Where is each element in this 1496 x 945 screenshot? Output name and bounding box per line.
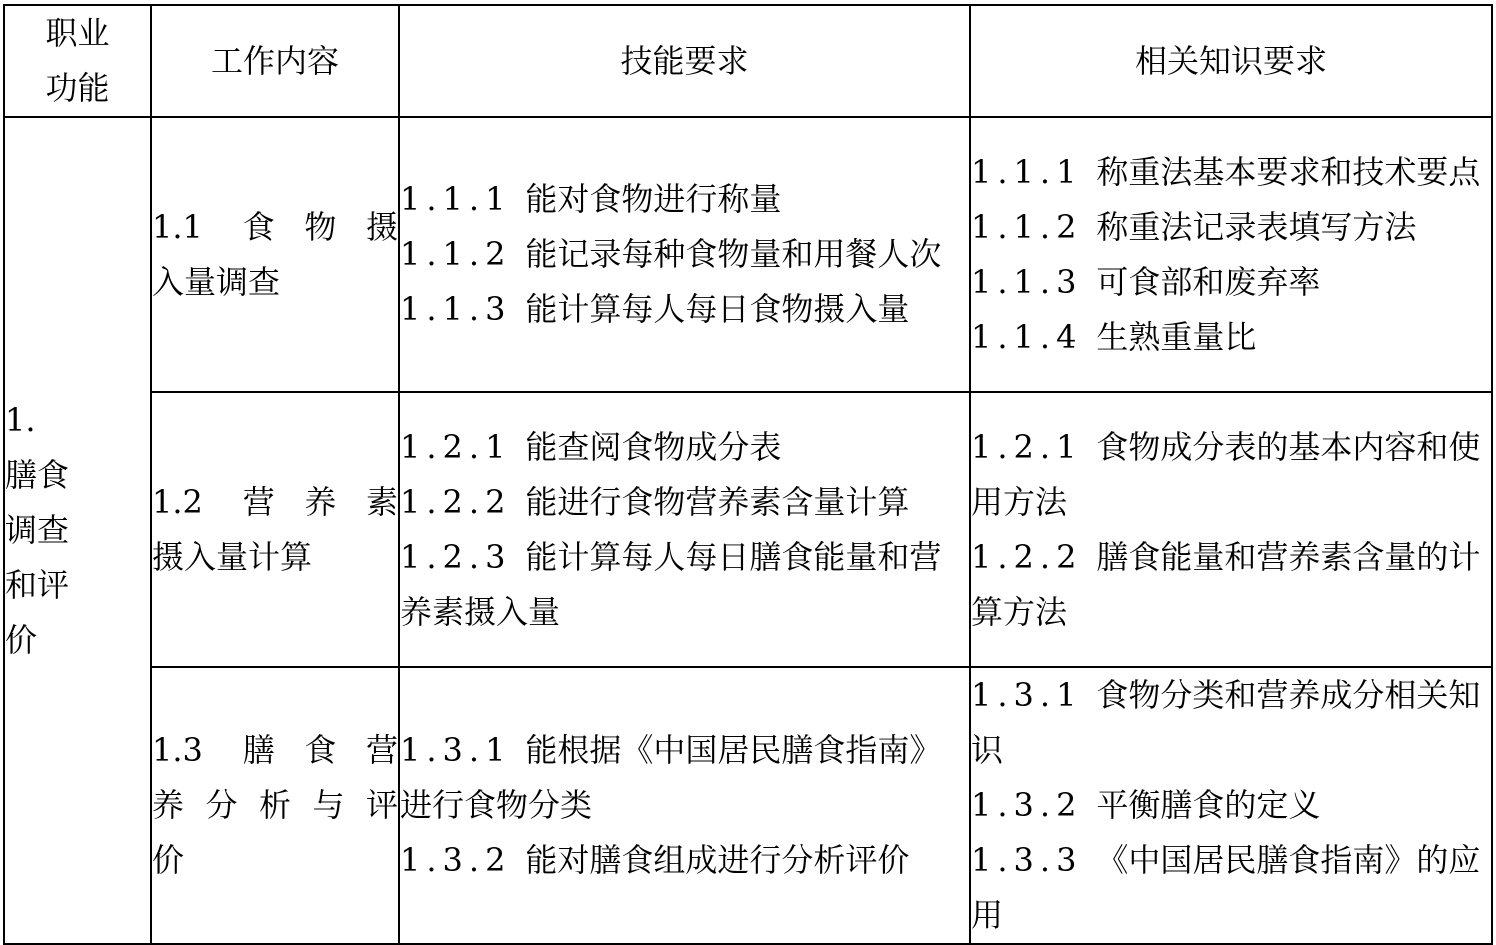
function-line: 和评 [5,566,70,604]
skill-item [400,227,969,282]
work-line: 价 [152,841,185,879]
knowledge-text: 称重法记录表填写方法 [1096,207,1417,246]
knowledge-item [971,200,1491,255]
header-function [4,5,151,117]
knowledge-number: 1.2.1 [971,427,1083,466]
table-row [4,667,1492,944]
skill-item [400,172,969,227]
knowledge-item [971,420,1491,530]
work-cell [151,117,399,392]
work-text: 食物摄 [242,207,398,246]
skill-item [400,723,969,833]
skill-text: 能进行食物营养素含量计算 [525,482,910,521]
work-line [152,723,398,778]
knowledge-item [971,310,1491,365]
knowledge-item [971,255,1491,310]
skill-text: 能计算每人每日膳食能量和营养素摄入量 [400,537,942,631]
knowledge-text: 可食部和废弃率 [1096,262,1321,301]
function-cell [4,117,151,944]
header-knowledge: 相关知识要求 [970,5,1492,117]
skill-number: 1.2.1 [400,427,512,466]
work-cell [151,392,399,667]
header-skill: 技能要求 [399,5,970,117]
function-line: 价 [5,621,38,659]
function-line: 膳食 [5,456,70,494]
skill-item [400,420,969,475]
knowledge-item [971,145,1491,200]
knowledge-item [971,668,1491,778]
skill-item [400,833,969,888]
knowledge-number: 1.1.1 [971,152,1083,191]
skill-number: 1.2.2 [400,482,512,521]
work-line: 养分析与评 [152,786,398,824]
knowledge-text: 食物分类和营养成分相关知识 [971,676,1481,769]
skill-text: 能查阅食物成分表 [525,427,782,466]
skill-number: 1.1.3 [400,290,512,328]
work-cell [151,667,399,944]
knowledge-text: 膳食能量和营养素含量的计算方法 [971,537,1481,631]
knowledge-number: 1.1.3 [971,262,1083,301]
header-row [4,5,1492,117]
work-line [152,475,398,530]
header-work: 工作内容 [151,5,399,117]
skill-cell [399,667,970,944]
knowledge-number: 1.3.1 [971,676,1083,714]
skill-number: 1.1.2 [400,235,512,273]
skill-standard-table [3,4,1493,945]
work-number: 1.2 [152,482,203,521]
skill-text: 能对膳食组成进行分析评价 [525,841,910,879]
table-row [4,392,1492,667]
knowledge-cell [970,392,1492,667]
knowledge-text: 《中国居民膳食指南》的应用 [971,841,1481,934]
table-row [4,117,1492,392]
knowledge-text: 称重法基本要求和技术要点 [1096,152,1481,191]
knowledge-item [971,530,1491,640]
skill-item [400,475,969,530]
knowledge-cell [970,117,1492,392]
skill-cell [399,392,970,667]
skill-number: 1.2.3 [400,537,512,576]
knowledge-number: 1.3.2 [971,786,1083,824]
knowledge-item [971,778,1491,833]
skill-number: 1.3.1 [400,731,512,769]
skill-number: 1.3.2 [400,841,512,879]
knowledge-text: 生熟重量比 [1096,317,1257,356]
work-line: 摄入量计算 [152,537,313,576]
knowledge-number: 1.1.4 [971,317,1083,356]
work-number: 1.1 [152,207,203,246]
skill-text: 能对食物进行称量 [525,180,782,218]
function-number: 1. [5,401,36,439]
knowledge-text: 食物成分表的基本内容和使用方法 [971,427,1481,521]
skill-text: 能根据《中国居民膳食指南》进行食物分类 [400,731,942,824]
knowledge-text: 平衡膳食的定义 [1096,786,1321,824]
skill-cell [399,117,970,392]
knowledge-cell [970,667,1492,944]
knowledge-item [971,833,1491,943]
work-text: 膳食营 [242,731,398,769]
skill-number: 1.1.1 [400,180,512,218]
function-line: 调查 [5,511,70,549]
knowledge-number: 1.2.2 [971,537,1083,576]
knowledge-number: 1.1.2 [971,207,1083,246]
header-function-line1: 职业 [45,14,110,52]
skill-text: 能记录每种食物量和用餐人次 [525,235,942,273]
work-line [152,200,398,255]
header-function-line2: 功能 [45,69,110,107]
work-number: 1.3 [152,731,203,769]
skill-item [400,530,969,640]
skill-text: 能计算每人每日食物摄入量 [525,290,910,328]
skill-item [400,282,969,337]
work-text: 营养素 [242,482,398,521]
work-line: 入量调查 [152,262,281,301]
knowledge-number: 1.3.3 [971,841,1083,879]
